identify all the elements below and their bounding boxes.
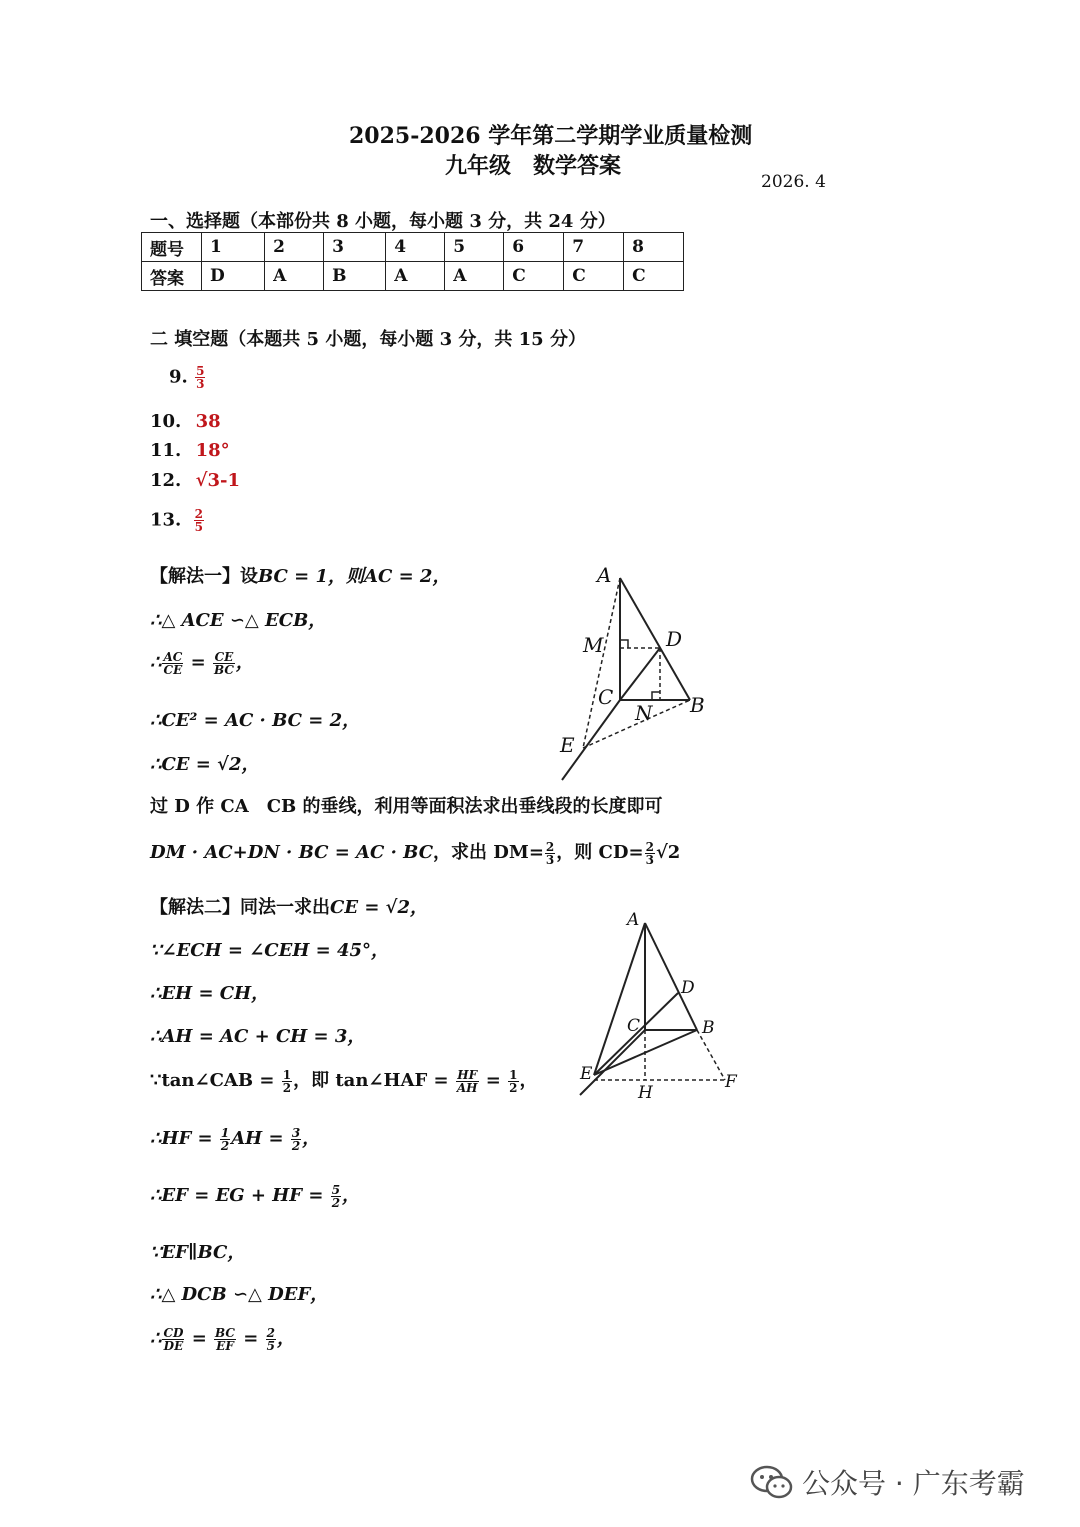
row-label: 题号 (142, 233, 202, 262)
point-label: F (725, 1072, 737, 1092)
point-label: B (690, 693, 705, 717)
page-subtitle: 九年级 数学答案 (445, 153, 622, 179)
question-number: 13. (150, 509, 182, 531)
question-number: 12. (150, 470, 182, 491)
page-title: 2025-2026 学年第二学期学业质量检测 (349, 123, 753, 149)
question-number: 3 (324, 233, 386, 262)
question-number: 10. (150, 411, 182, 432)
answer-value: √3-1 (195, 470, 240, 491)
fill-answer-11 (150, 440, 230, 461)
point-label: D (681, 978, 695, 998)
point-label: M (583, 633, 604, 657)
method1-line3: ∴ $\frac{AC}{CE}$ = $\frac{CE}{BC}$ ， (150, 649, 254, 677)
question-number: 1 (202, 233, 265, 262)
fill-answer-9 (169, 365, 206, 390)
answer-cell: C (624, 262, 684, 291)
point-label: D (666, 627, 683, 651)
point-label: H (638, 1083, 653, 1103)
watermark-text: 公众号 · 广东考霸 (802, 1467, 1025, 1500)
section1-heading: 一、选择题（本部份共 8 小题，每小题 3 分，共 24 分） (150, 211, 616, 232)
question-number: 5 (445, 233, 504, 262)
point-label: B (702, 1018, 715, 1038)
answer-fraction: $\frac{2}{5}$ (194, 507, 203, 534)
answer-value: 38 (195, 411, 221, 432)
fill-answer-10 (150, 411, 221, 432)
answer-value: 18° (195, 440, 230, 461)
method1-line4: ∴CE² = AC · BC = 2， (150, 710, 361, 731)
method2-line8: ∵EF∥BC， (150, 1242, 246, 1263)
method2-line2: ∵∠ECH = ∠CEH = 45°， (150, 940, 390, 961)
method2-line10: ∴ $\frac{CD}{DE}$ = $\frac{BC}{EF}$ = $\frac{2}{5}$ ， (150, 1325, 295, 1353)
answer-fraction: $\frac{5}{3}$ (196, 364, 205, 391)
question-number: 9. (169, 366, 188, 388)
answer-cell: A (386, 262, 445, 291)
table-row-questions (142, 233, 684, 262)
point-label: A (597, 563, 612, 587)
answer-table (141, 232, 684, 291)
point-label: A (627, 910, 640, 930)
method2-line6: ∴HF = $\frac{1}{2}$ AH = $\frac{3}{2}$ ， (150, 1125, 321, 1153)
question-number: 4 (386, 233, 445, 262)
method2-line9: ∴△ DCB ∽△ DEF， (150, 1284, 329, 1305)
method1-line2: ∴△ ACE ∽△ ECB， (150, 610, 327, 631)
question-number: 8 (624, 233, 684, 262)
question-number: 11. (150, 440, 182, 461)
geometry-figure-2 (560, 905, 750, 1105)
fill-answer-12 (150, 470, 240, 491)
method2-line3: ∴EH = CH， (150, 983, 270, 1004)
method1-line7: DM · AC+DN · BC = AC · BC，求出 DM= $\frac{2}{3}$ ，则 CD= $\frac{2}{3}$ √2 (150, 839, 681, 867)
answer-cell: C (564, 262, 624, 291)
question-number: 6 (504, 233, 564, 262)
geometry-figure-1 (540, 560, 730, 790)
question-number: 2 (265, 233, 324, 262)
method2-line4: ∴AH = AC + CH = 3， (150, 1026, 366, 1047)
point-label: N (635, 701, 653, 725)
question-number: 7 (564, 233, 624, 262)
method1-line1: 【解法一】设BC = 1，则AC = 2， (150, 566, 451, 587)
section2-heading: 二 填空题（本题共 5 小题，每小题 3 分，共 15 分） (150, 329, 586, 350)
table-row-answers (142, 262, 684, 291)
method2-line1: 【解法二】同法一求出CE = √2， (150, 897, 429, 918)
row-label: 答案 (142, 262, 202, 291)
method1-line6: 过 D 作 CA CB 的垂线，利用等面积法求出垂线段的长度即可 (150, 796, 663, 817)
method2-line5: ∵tan∠CAB = $\frac{1}{2}$ ，即 tan∠HAF = $\frac{HF}{AH}$ = $\frac{1}{2}$ ， (150, 1067, 538, 1095)
point-label: E (580, 1064, 593, 1084)
method1-line5: ∴CE = √2， (150, 754, 260, 775)
answer-cell: A (445, 262, 504, 291)
answer-cell: C (504, 262, 564, 291)
fill-answer-13 (150, 508, 205, 533)
method2-line7: ∴EF = EG + HF = $\frac{5}{2}$ ， (150, 1182, 361, 1210)
point-label: E (560, 733, 575, 757)
point-label: C (627, 1016, 641, 1036)
wechat-icon (750, 1464, 794, 1500)
exam-date: 2026. 4 (761, 172, 826, 192)
watermark (750, 1462, 1025, 1502)
answer-cell: D (202, 262, 265, 291)
answer-cell: B (324, 262, 386, 291)
answer-cell: A (265, 262, 324, 291)
point-label: C (598, 685, 614, 709)
